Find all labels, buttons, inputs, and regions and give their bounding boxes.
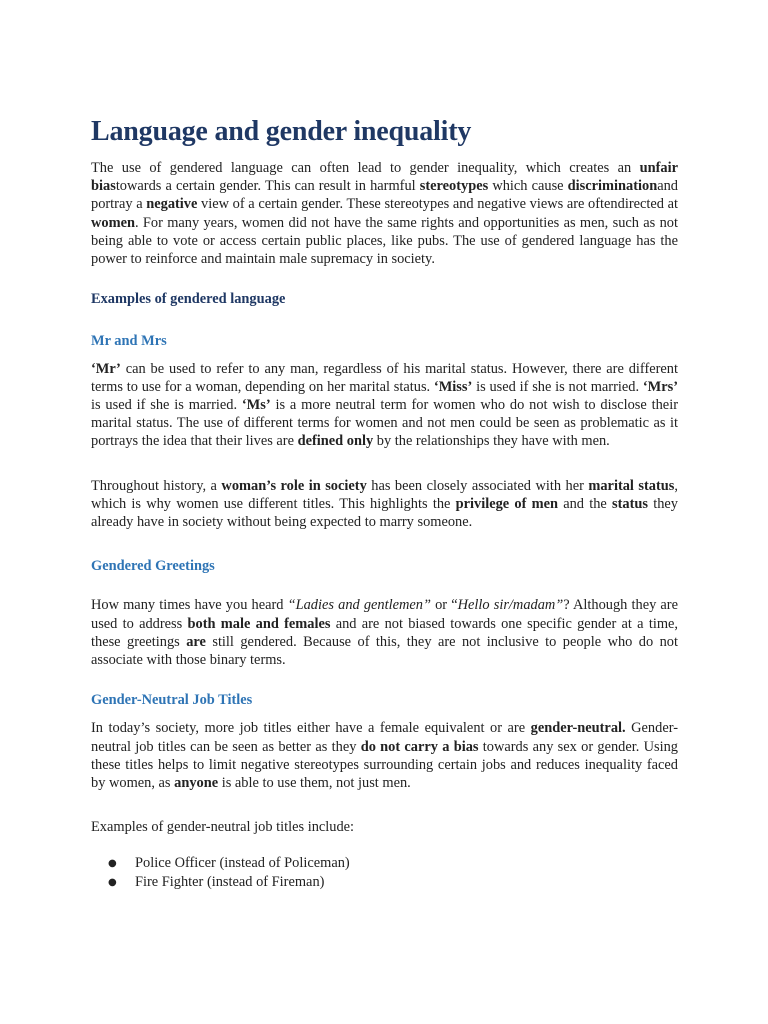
body-text: can be used to refer to any man, regardless of his marital status. However, there are different terms to use for a woman, depending on her marital status. [91,360,678,395]
page-title: Language and gender inequality [91,116,472,147]
intro-text: view of a certain gender. These stereotypes and negative views are oftendirected at [197,196,678,213]
intro-emphasis: women [91,214,135,231]
intro-text: and portray a [91,178,678,213]
emphasis-text: status [612,495,648,512]
quoted-text: Hello sir/madam” [457,597,564,614]
greetings-paragraph [91,596,678,669]
mr-mrs-paragraph-2 [91,477,678,532]
body-text: Throughout history, a [91,477,222,494]
body-text: they already have in society without being expected to marry someone. [91,495,678,531]
section-heading-greetings: Gendered Greetings [91,558,215,575]
job-titles-list-intro: Examples of gender-neutral job titles include: [91,819,355,836]
emphasis-text: anyone [174,775,219,792]
list-item-text: Fire Fighter (instead of Fireman) [135,874,325,891]
intro-text: . For many years, women did not have the same rights and opportunities as men, such as not being able to vote or access certain public places, like pubs. The use of gendered language has the power to reinforce and maintain male supremacy in society. [91,214,678,268]
intro-text: The use of gendered language can often lead to gender inequality, which creates an [91,160,640,176]
body-text: In today’s society, more job titles either have a female equivalent or are [91,720,531,737]
body-text: or “ [430,597,458,614]
quoted-text: “Ladies and gentlemen” [287,597,431,614]
list-item-text: Police Officer (instead of Policeman) [135,855,350,872]
body-text: has been closely associated with her [366,477,589,494]
body-text: is a more neutral term for women who do not wish to disclose their marital status. The use of different terms for women and not men could be seen as problematic as it portrays the idea that their lives are [91,397,678,450]
body-text: is able to use them, not just men. [218,775,411,792]
section-heading-job-titles: Gender-Neutral Job Titles [91,692,253,709]
body-text: still gendered. Because of this, they are not inclusive to people who do not associate with those binary terms. [91,633,678,669]
intro-emphasis: discrimination [567,178,658,195]
body-text: Gender-neutral job titles can be seen as better as they [91,720,678,755]
intro-emphasis: stereotypes [419,178,489,195]
emphasis-text: privilege of men [455,495,558,512]
emphasis-text: are [186,633,206,650]
emphasis-text: ‘Ms’ [241,397,271,414]
body-text: , which is why women use different titles. This highlights the [91,477,679,512]
emphasis-text: do not carry a bias [360,738,479,755]
body-text: by the relationships they have with men. [373,433,610,450]
body-text: towards any sex or gender. Using these titles helps to limit negative stereotypes surrounding certain jobs and reduces inequality faced by women, as [91,738,678,792]
list-item [108,854,678,873]
emphasis-text: woman’s role in society [221,477,367,494]
job-titles-paragraph [91,719,678,792]
body-text: is used if she is married. [91,397,242,414]
emphasis-text: ‘Miss’ [433,378,473,395]
section-heading-mr-mrs: Mr and Mrs [91,333,167,350]
intro-paragraph [91,159,678,268]
intro-emphasis: negative [146,196,198,213]
intro-text: which cause [488,178,568,195]
job-titles-list [91,854,678,892]
emphasis-text: gender-neutral. [530,720,626,737]
intro-text: towards a certain gender. This can result in harmful [115,178,420,195]
emphasis-text: ‘Mr’ [91,360,121,377]
examples-heading: Examples of gendered language [91,291,286,308]
list-item [108,873,678,892]
emphasis-text: defined only [297,433,374,450]
bullet-icon: ● [108,877,117,889]
body-text: and are not biased towards one specific gender at a time, these greetings [91,615,679,650]
body-text: and the [557,495,613,512]
emphasis-text: ‘Mrs’ [642,378,678,395]
body-text: is used if she is not married. [472,378,643,395]
emphasis-text: marital status [588,477,675,494]
intro-emphasis: unfair bias [91,160,678,195]
body-text: ? Although they are used to address [91,597,678,632]
body-text: How many times have you heard [91,597,288,614]
mr-mrs-paragraph-1 [91,360,678,451]
emphasis-text: both male and females [187,615,331,632]
bullet-icon: ● [108,858,117,870]
